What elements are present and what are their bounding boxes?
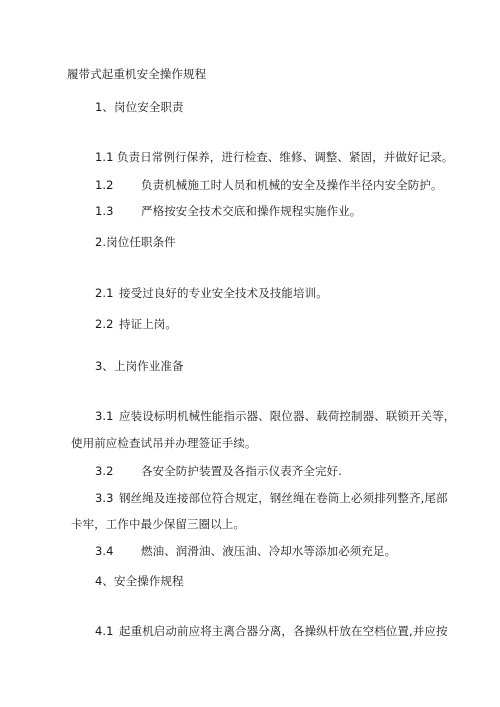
list-item <box>95 544 396 558</box>
item-number: 1.2 <box>95 178 114 192</box>
item-continuation: 使用前应检查试吊并办理签证手续。 <box>71 436 257 450</box>
item-text: 持证上岗。 <box>119 317 177 331</box>
item-text: 应装设标明机械性能指示器、限位器、载荷控制器、联锁开关等， <box>119 409 456 423</box>
item-text: 严格按安全技术交底和操作规程实施作业。 <box>141 204 362 218</box>
item-text: 负责机械施工时人员和机械的安全及操作半径内安全防护。 <box>141 178 443 192</box>
item-text: 各安全防护装置及各指示仪表齐全完好. <box>141 464 342 478</box>
item-number: 2.2 <box>95 317 114 331</box>
item-text: 接受过良好的专业安全技术及技能培训。 <box>119 286 328 300</box>
item-number: 1.1 <box>95 150 114 164</box>
item-number: 3.4 <box>95 544 114 558</box>
item-text: 起重机启动前应将主离合器分离，各操纵杆放在空档位置,并应按 <box>119 624 448 638</box>
item-number: 3.3 <box>95 491 114 505</box>
item-number: 2.1 <box>95 286 114 300</box>
list-item <box>95 491 448 505</box>
list-item <box>95 464 342 478</box>
section-heading-3: 3、上岗作业准备 <box>95 359 184 373</box>
item-number: 3.1 <box>95 409 114 423</box>
list-item <box>95 204 361 218</box>
item-number: 4.1 <box>95 624 114 638</box>
section-heading-4: 4、安全操作规程 <box>95 574 184 588</box>
list-item <box>95 624 448 638</box>
list-item <box>95 409 455 423</box>
item-number: 1.3 <box>95 204 114 218</box>
item-text: 负责日常例行保养，进行检查、维修、调整、紧固，并做好记录。 <box>117 150 454 164</box>
list-item <box>95 178 443 192</box>
item-continuation: 卡牢，工作中最少保留三圈以上。 <box>71 517 245 531</box>
list-item <box>95 150 453 164</box>
list-item <box>95 286 328 300</box>
item-text: 钢丝绳及连接部位符合规定，钢丝绳在卷筒上必须排列整齐,尾部 <box>119 491 448 505</box>
item-text: 燃油、润滑油、液压油、冷却水等添加必须充足。 <box>141 544 397 558</box>
item-number: 3.2 <box>95 464 114 478</box>
document-title: 履带式起重机安全操作规程 <box>67 67 207 81</box>
list-item <box>95 317 177 331</box>
section-heading-1: 1、岗位安全职责 <box>95 100 184 114</box>
section-heading-2: 2.岗位任职条件 <box>95 235 176 249</box>
